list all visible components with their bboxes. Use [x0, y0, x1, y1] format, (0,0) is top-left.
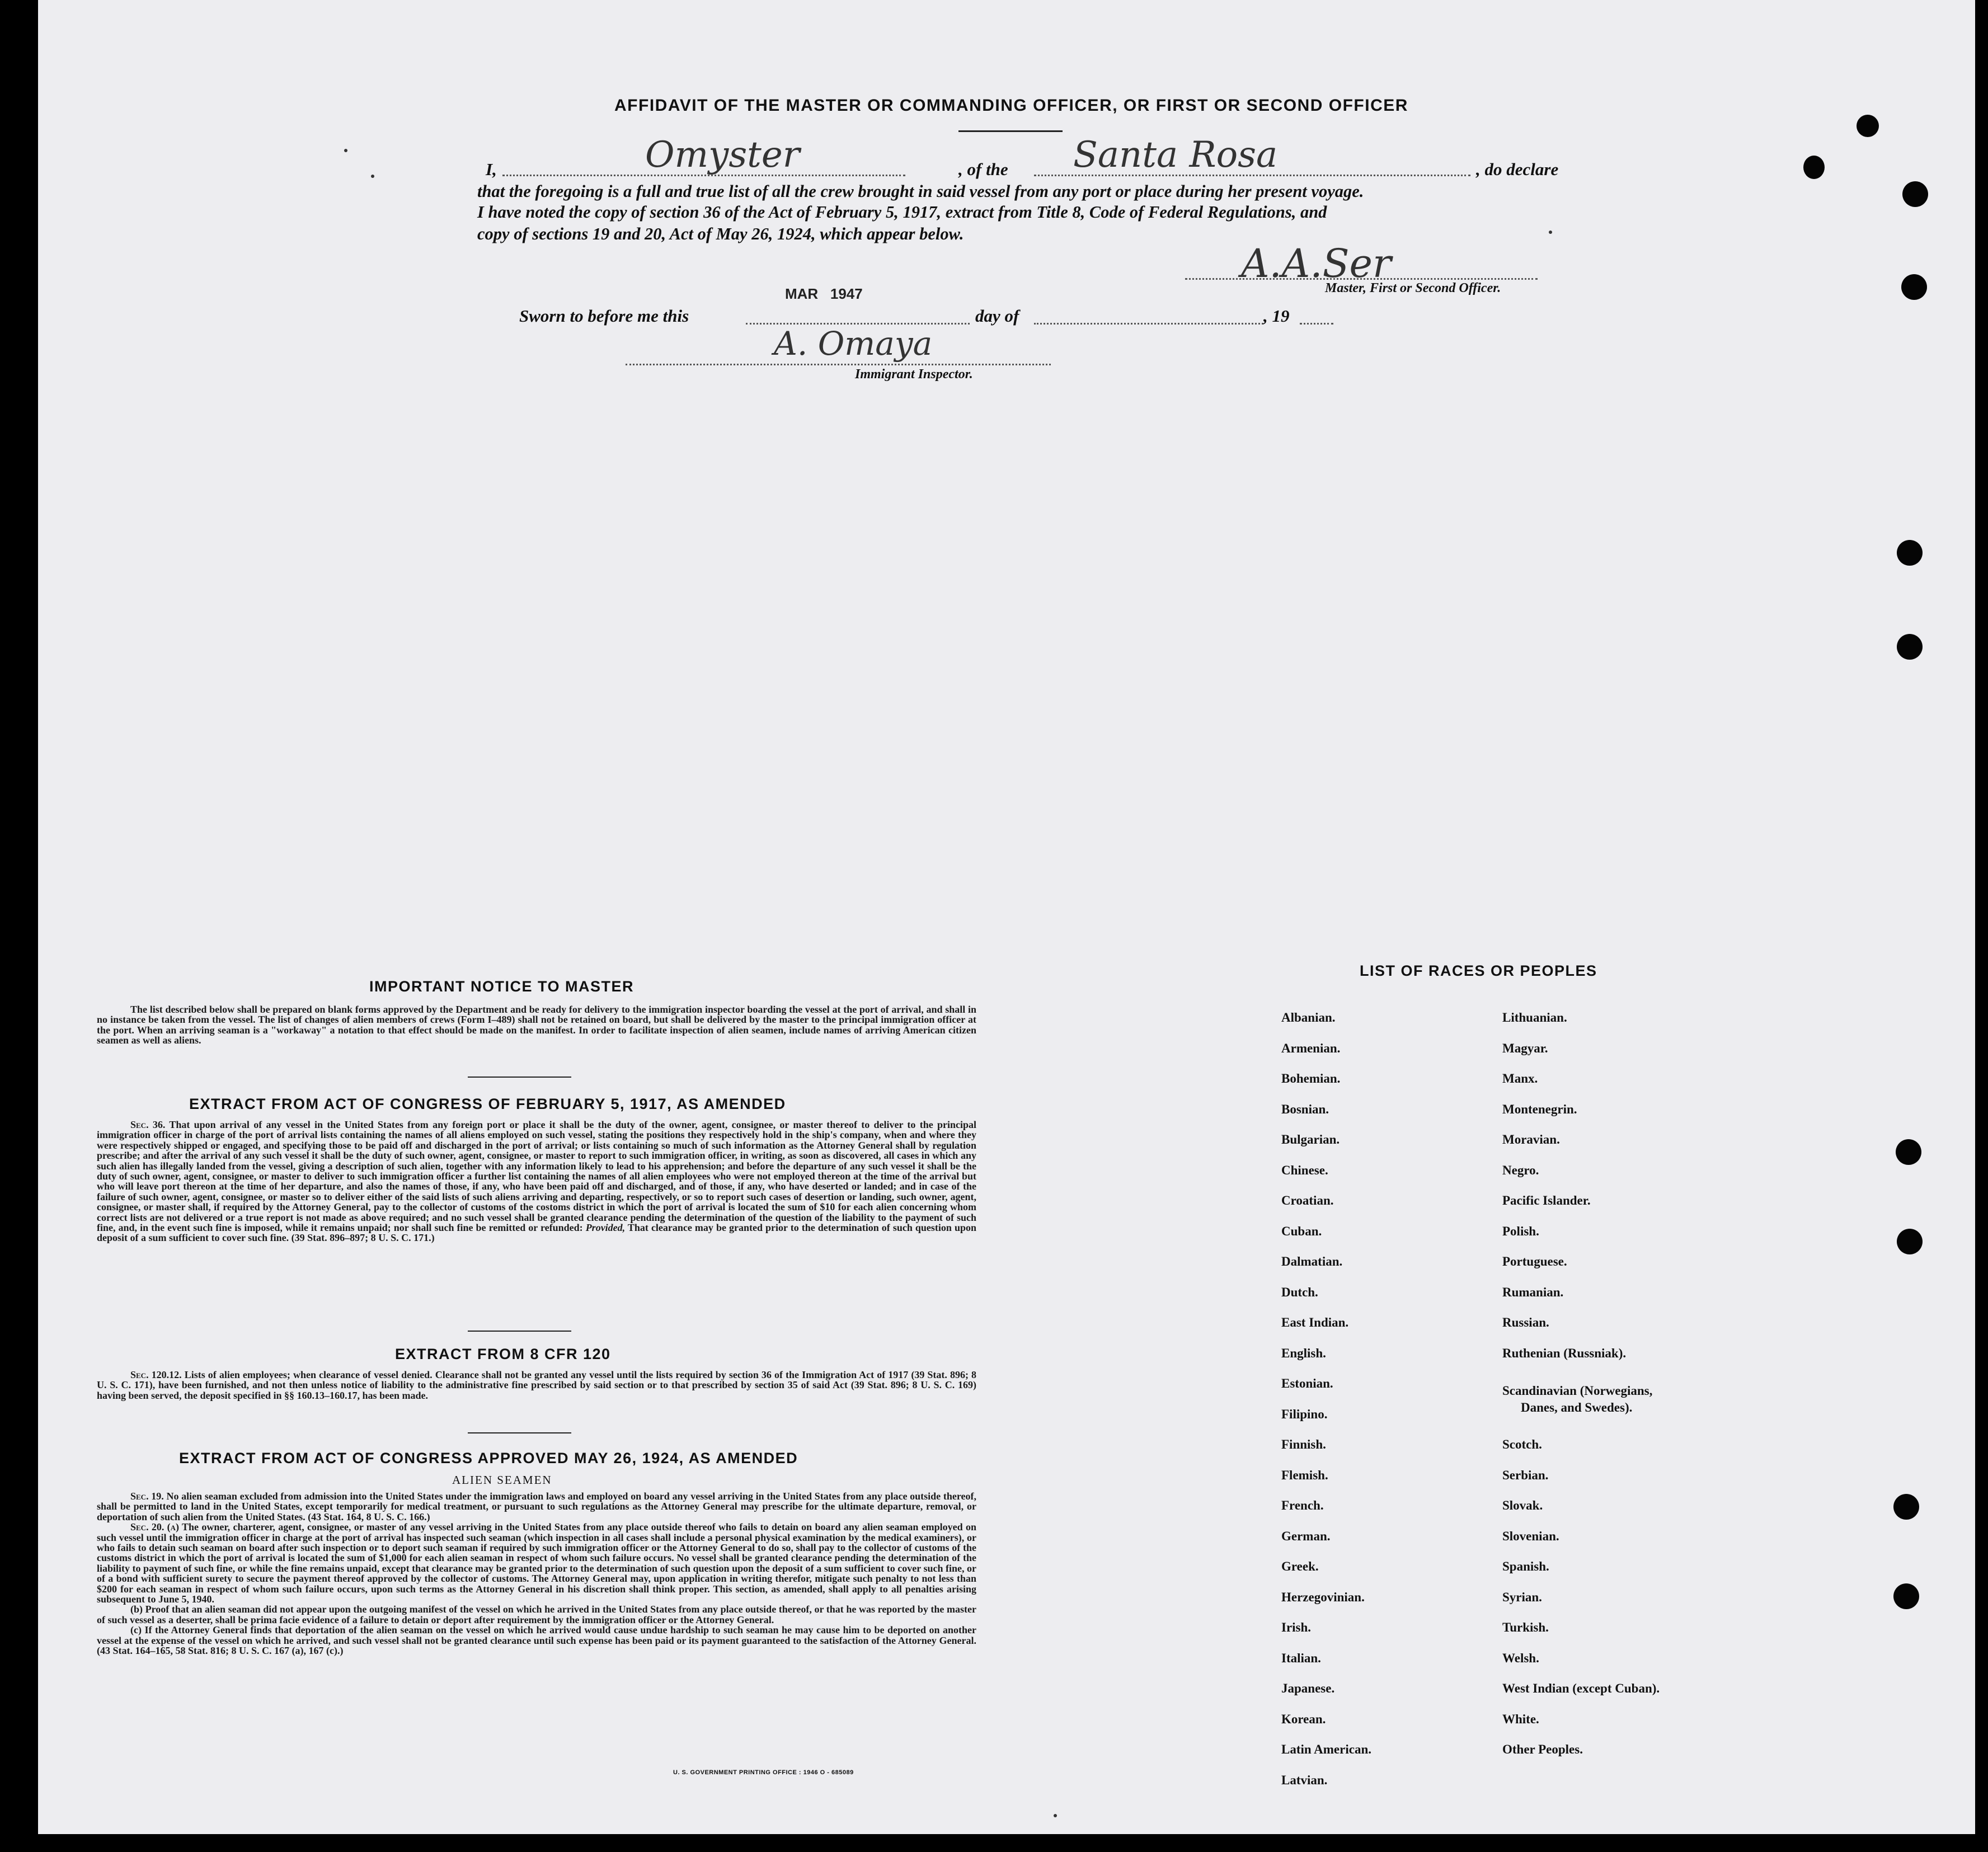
race-right-item: West Indian (except Cuban). [1502, 1681, 1660, 1695]
race-left-item: Dutch. [1281, 1285, 1318, 1299]
sec20b-paragraph: (b) Proof that an alien seaman did not appear upon the outgoing manifest of the vessel on which he arrived in the United States from any place outside thereof, or that he was reported by the master of such vessel as a deserter, shall be prima facie evidence of a failure to detain or deport after requirement by the immigration officer or the Attorney General. [97, 1604, 976, 1625]
affidavit-line1-suffix: , do declare [1476, 159, 1559, 179]
printer-line: U. S. GOVERNMENT PRINTING OFFICE : 1946 O - 685089 [673, 1769, 854, 1776]
proviso-word: Provided, [585, 1222, 626, 1234]
sec20a-text: The owner, charterer, agent, consignee, or master of any vessel arriving in the United States from any place outside thereof who fails to detain on board any alien seaman employed on such vessel until the immigration officer in charge at the port of arrival has inspected such seaman (which inspection in all cases shall include a personal physical examination by the medical examiners), or who fails to detain such seaman on board after such inspection or to deport such seaman if required by such immigration officer or the Attorney General to do so, shall pay to the collector of customs of the customs district in which the port of arrival is located the sum of $1,000 for each alien seaman in respect of whom such failure occurs. No vessel shall be granted clearance pending the determination of the liability to payment of such fine, or while the fine remains unpaid, except that clearance may be granted prior to the determination of such question upon the deposit of a sum sufficient to cover such fine, or of a bond with sufficient surety to secure the payment thereof approved by the collector of customs. The Attorney General may, upon application in writing therefor, mitigate such penalty to not less than $200 for each seaman in respect of whom such failure occurs, upon such terms as the Attorney General in his discretion shall think proper. This section, as amended, shall apply to all penalties arising subsequent to June 5, 1940. [97, 1521, 976, 1605]
master-caption: Master, First or Second Officer. [1325, 281, 1501, 295]
notice-divider [468, 1077, 571, 1078]
affidavit-line2: that the foregoing is a full and true list of all the crew brought in said vessel from any port or place during her present voyage. [477, 182, 1364, 201]
sec120-label: Sec. 120.12. [130, 1369, 182, 1380]
race-left-item: Latvian. [1281, 1773, 1328, 1787]
race-left-item: Latin American. [1281, 1742, 1371, 1756]
race-right-item: Slovak. [1502, 1498, 1543, 1512]
speck [1549, 231, 1552, 234]
race-left-item: English. [1281, 1346, 1326, 1360]
document-page [38, 0, 1975, 1834]
punch-hole [1857, 115, 1879, 137]
extract-cfr-divider [468, 1432, 571, 1433]
extract-1924-text [97, 1491, 976, 1656]
race-left-item: Irish. [1281, 1620, 1312, 1634]
race-right-item: Spanish. [1502, 1559, 1549, 1573]
race-right-item: Portuguese. [1502, 1254, 1567, 1268]
race-right-item: Serbian. [1502, 1468, 1549, 1482]
sec19-paragraph [97, 1491, 976, 1522]
punch-hole [1897, 634, 1923, 660]
race-left-item: Japanese. [1281, 1681, 1335, 1695]
race-right-item: White. [1502, 1712, 1539, 1726]
extract-cfr-title: EXTRACT FROM 8 CFR 120 [395, 1346, 611, 1362]
race-right-item: Turkish. [1502, 1620, 1549, 1634]
punch-hole [1893, 1583, 1919, 1609]
inspector-caption: Immigrant Inspector. [855, 367, 973, 382]
race-left-item: Korean. [1281, 1712, 1326, 1726]
year-label: , 19 [1263, 306, 1290, 326]
title-divider [958, 130, 1063, 132]
race-right-item: Pacific Islander. [1502, 1193, 1591, 1207]
race-left-item: Estonian. [1281, 1376, 1333, 1390]
extract-1917-text [97, 1120, 976, 1243]
extract-cfr-text [97, 1370, 976, 1400]
vessel-handwriting: Santa Rosa [1073, 134, 1278, 176]
race-right-item: Manx. [1502, 1071, 1538, 1085]
race-left-item: Armenian. [1281, 1041, 1341, 1055]
notice-title: IMPORTANT NOTICE TO MASTER [369, 978, 634, 995]
affidavit-line3: I have noted the copy of section 36 of the Act of February 5, 1917, extract from Title 8, Code of Federal Regulations, and [477, 203, 1327, 222]
race-left-item: Greek. [1281, 1559, 1319, 1573]
race-left-item: Flemish. [1281, 1468, 1328, 1482]
punch-hole [1896, 1139, 1921, 1165]
sworn-label: Sworn to before me this [519, 306, 689, 326]
race-right-item: Rumanian. [1502, 1285, 1564, 1299]
sec19-label: Sec. 19. [130, 1491, 164, 1502]
race-right-item: Negro. [1502, 1163, 1539, 1177]
race-left-item: Italian. [1281, 1651, 1321, 1665]
master-signature: A.A.Ser [1241, 241, 1392, 286]
race-right-item: Scotch. [1502, 1437, 1542, 1451]
race-left-item: Chinese. [1281, 1163, 1328, 1177]
race-left-item: Bohemian. [1281, 1071, 1341, 1085]
speck [1054, 1814, 1057, 1817]
race-right-item: Moravian. [1502, 1132, 1560, 1146]
affidavit-line4: copy of sections 19 and 20, Act of May 26, 1924, which appear below. [477, 224, 964, 243]
extract-1917-divider [468, 1331, 571, 1332]
speck [344, 149, 347, 152]
punch-hole [1897, 540, 1923, 566]
race-right-item: Slovenian. [1502, 1529, 1559, 1543]
sec20-label: Sec. 20. (a) [130, 1521, 180, 1533]
inspector-signature-line [626, 364, 1051, 365]
sec36-label: Sec. 36. [130, 1119, 166, 1130]
race-left-item: Finnish. [1281, 1437, 1326, 1451]
month-line [1034, 323, 1263, 325]
punch-hole [1897, 1229, 1923, 1254]
date-stamp: MAR 1947 [785, 285, 863, 302]
race-right-item: Lithuanian. [1502, 1010, 1567, 1024]
race-left-item: Croatian. [1281, 1193, 1334, 1207]
races-title: LIST OF RACES OR PEOPLES [1360, 962, 1597, 979]
race-left-item: Albanian. [1281, 1010, 1336, 1024]
affidavit-line1-prefix: I, [486, 159, 497, 179]
race-left-item: Bosnian. [1281, 1102, 1329, 1116]
race-right-item: Ruthenian (Russniak). [1502, 1346, 1627, 1360]
sec19-text: No alien seaman excluded from admission into the United States under the immigration laws and employed on board any vessel arriving in the United States from any place outside thereof, shall be permitted to land in the United States, except temporarily for medical treatment, or pursuant to such regulations as the Attorney General may prescribe for the ultimate departure, removal, or deportation of such alien from the United States. (43 Stat. 164, 8 U. S. C. 166.) [97, 1491, 977, 1522]
race-right-item: Magyar. [1502, 1041, 1548, 1055]
notice-paragraph: The list described below shall be prepared on blank forms approved by the Department and be ready for delivery to the immigration inspector boarding the vessel at the port of arrival, and shall in no instance be taken from the vessel. The list of changes of alien members of crews (Form I–489) shall not be retained on board, but shall be delivered by the master to the principal immigration officer at the port. When an arriving seaman is a "workaway" a notation to that effect should be made on the manifest. In order to facilitate inspection of alien seamen, include names of arriving American citizen seamen as well as aliens. [97, 1004, 976, 1046]
race-right-item: Russian. [1502, 1315, 1549, 1329]
notice-text [97, 1004, 976, 1046]
race-left-item: Herzegovinian. [1281, 1590, 1365, 1604]
race-left-item: East Indian. [1281, 1315, 1349, 1329]
affidavit-title: AFFIDAVIT OF THE MASTER OR COMMANDING OFFICER, OR FIRST OR SECOND OFFICER [614, 96, 1408, 115]
extract-1917-title: EXTRACT FROM ACT OF CONGRESS OF FEBRUARY 5, 1917, AS AMENDED [189, 1096, 786, 1112]
punch-hole [1902, 181, 1928, 207]
sec20c-paragraph: (c) If the Attorney General finds that deportation of the alien seaman on the vessel on which he arrived would cause undue hardship to such seaman he may cause him to be deported on another vessel at the expense of the vessel on which he arrived, and such vessel shall not be granted clearance until such expense has been paid or its payment guaranteed to the satisfaction of the Attorney General. (43 Stat. 164–165, 58 Stat. 816; 8 U. S. C. 167 (a), 167 (c).) [97, 1624, 976, 1657]
race-right-item: Montenegrin. [1502, 1102, 1577, 1116]
year-line [1300, 323, 1333, 325]
race-left-item: Dalmatian. [1281, 1254, 1343, 1268]
punch-hole [1803, 156, 1825, 179]
sec120-text: Lists of alien employees; when clearance of vessel denied. Clearance shall not be granted any vessel until the lists required by section 36 of the Immigration Act of 1917 (39 Stat. 896; 8 U. S. C. 171), have been furnished, and not then unless notice of liability to the administrative fine prescribed by said section or to that prescribed by section 35 of said Act (39 Stat. 896; 8 U. S. C. 169) having been served, the deposit specified in §§ 160.13–160.17, has been made. [97, 1369, 977, 1401]
sec36-text-end: That clearance may be granted prior to the determination of such question upon deposit of a sum sufficient to cover such fine. (39 Stat. 896–897; 8 U. S. C. 171.) [97, 1222, 976, 1244]
punch-hole [1901, 274, 1927, 300]
master-signature-line [1185, 278, 1538, 280]
declarant-handwriting: Omyster [645, 134, 800, 176]
speck [371, 175, 374, 178]
affidavit-line1-mid: , of the [958, 159, 1008, 179]
race-left-item: Bulgarian. [1281, 1132, 1340, 1146]
race-right-item: Polish. [1502, 1224, 1539, 1238]
inspector-signature: A. Omaya [774, 325, 933, 363]
race-left-item: French. [1281, 1498, 1324, 1512]
race-right-item: Danes, and Swedes). [1521, 1400, 1633, 1414]
race-right-item: Welsh. [1502, 1651, 1539, 1665]
extract-1924-title: EXTRACT FROM ACT OF CONGRESS APPROVED MAY 26, 1924, AS AMENDED [179, 1450, 798, 1466]
punch-hole [1893, 1494, 1919, 1520]
race-left-item: Filipino. [1281, 1407, 1328, 1421]
race-right-item: Other Peoples. [1502, 1742, 1583, 1756]
sec20a-paragraph [97, 1522, 976, 1604]
race-right-item: Scandinavian (Norwegians, [1502, 1384, 1653, 1398]
race-right-item: Syrian. [1502, 1590, 1542, 1604]
race-left-item: Cuban. [1281, 1224, 1322, 1238]
day-of-label: day of [975, 306, 1019, 326]
race-left-item: German. [1281, 1529, 1331, 1543]
sec36-text: That upon arrival of any vessel in the United States from any foreign port or place it shall be the duty of the owner, agent, consignee, or master thereof to deliver to the principal immigration officer in charge of the port of arrival lists containing the names of all aliens employed on such vessel, stating the positions they respectively hold in the ship's company, when and where they were respectively shipped or engaged, and specifying those to be paid off and discharged in the port of arrival; or lists containing so much of such information as the Attorney General shall by regulation prescribe; and after the arrival of any such vessel it shall be the duty of such owner, agent, consignee, or master to report to such immigration officer, in writing, as soon as discovered, all cases in which any such alien has illegally landed from the vessel, giving a description of such alien, together with any information likely to lead to his apprehension; and before the departure of any such vessel it shall be the duty of such owner, agent, consignee, or master to deliver to such immigration officer a further list containing the names of all alien employees who were not employed thereon at the time of the arrival but who will leave port thereon at the time of her departure, and also the names of those, if any, who have been paid off and discharged, and of those, if any, who have deserted or landed; and in case of the failure of such owner, agent, consignee, or master so to deliver either of the said lists of such aliens arriving and departing, respectively, or so to report such cases of desertion or landing, such owner, agent, consignee, or master shall, if required by the Attorney General, pay to the collector of customs of the costoms district in which the port of arrival is located the sum of $10 for each alien concerning whom correct lists are not delivered or a true report is not made as above required; and no such vessel shall be granted clearance pending the determination of the question of the liability to the payment of such fine, and, in the event such fine is imposed, while it remains unpaid; nor shall such fine be remitted or refunded: [97, 1119, 976, 1234]
alien-seamen-subtitle: ALIEN SEAMEN [452, 1473, 552, 1487]
